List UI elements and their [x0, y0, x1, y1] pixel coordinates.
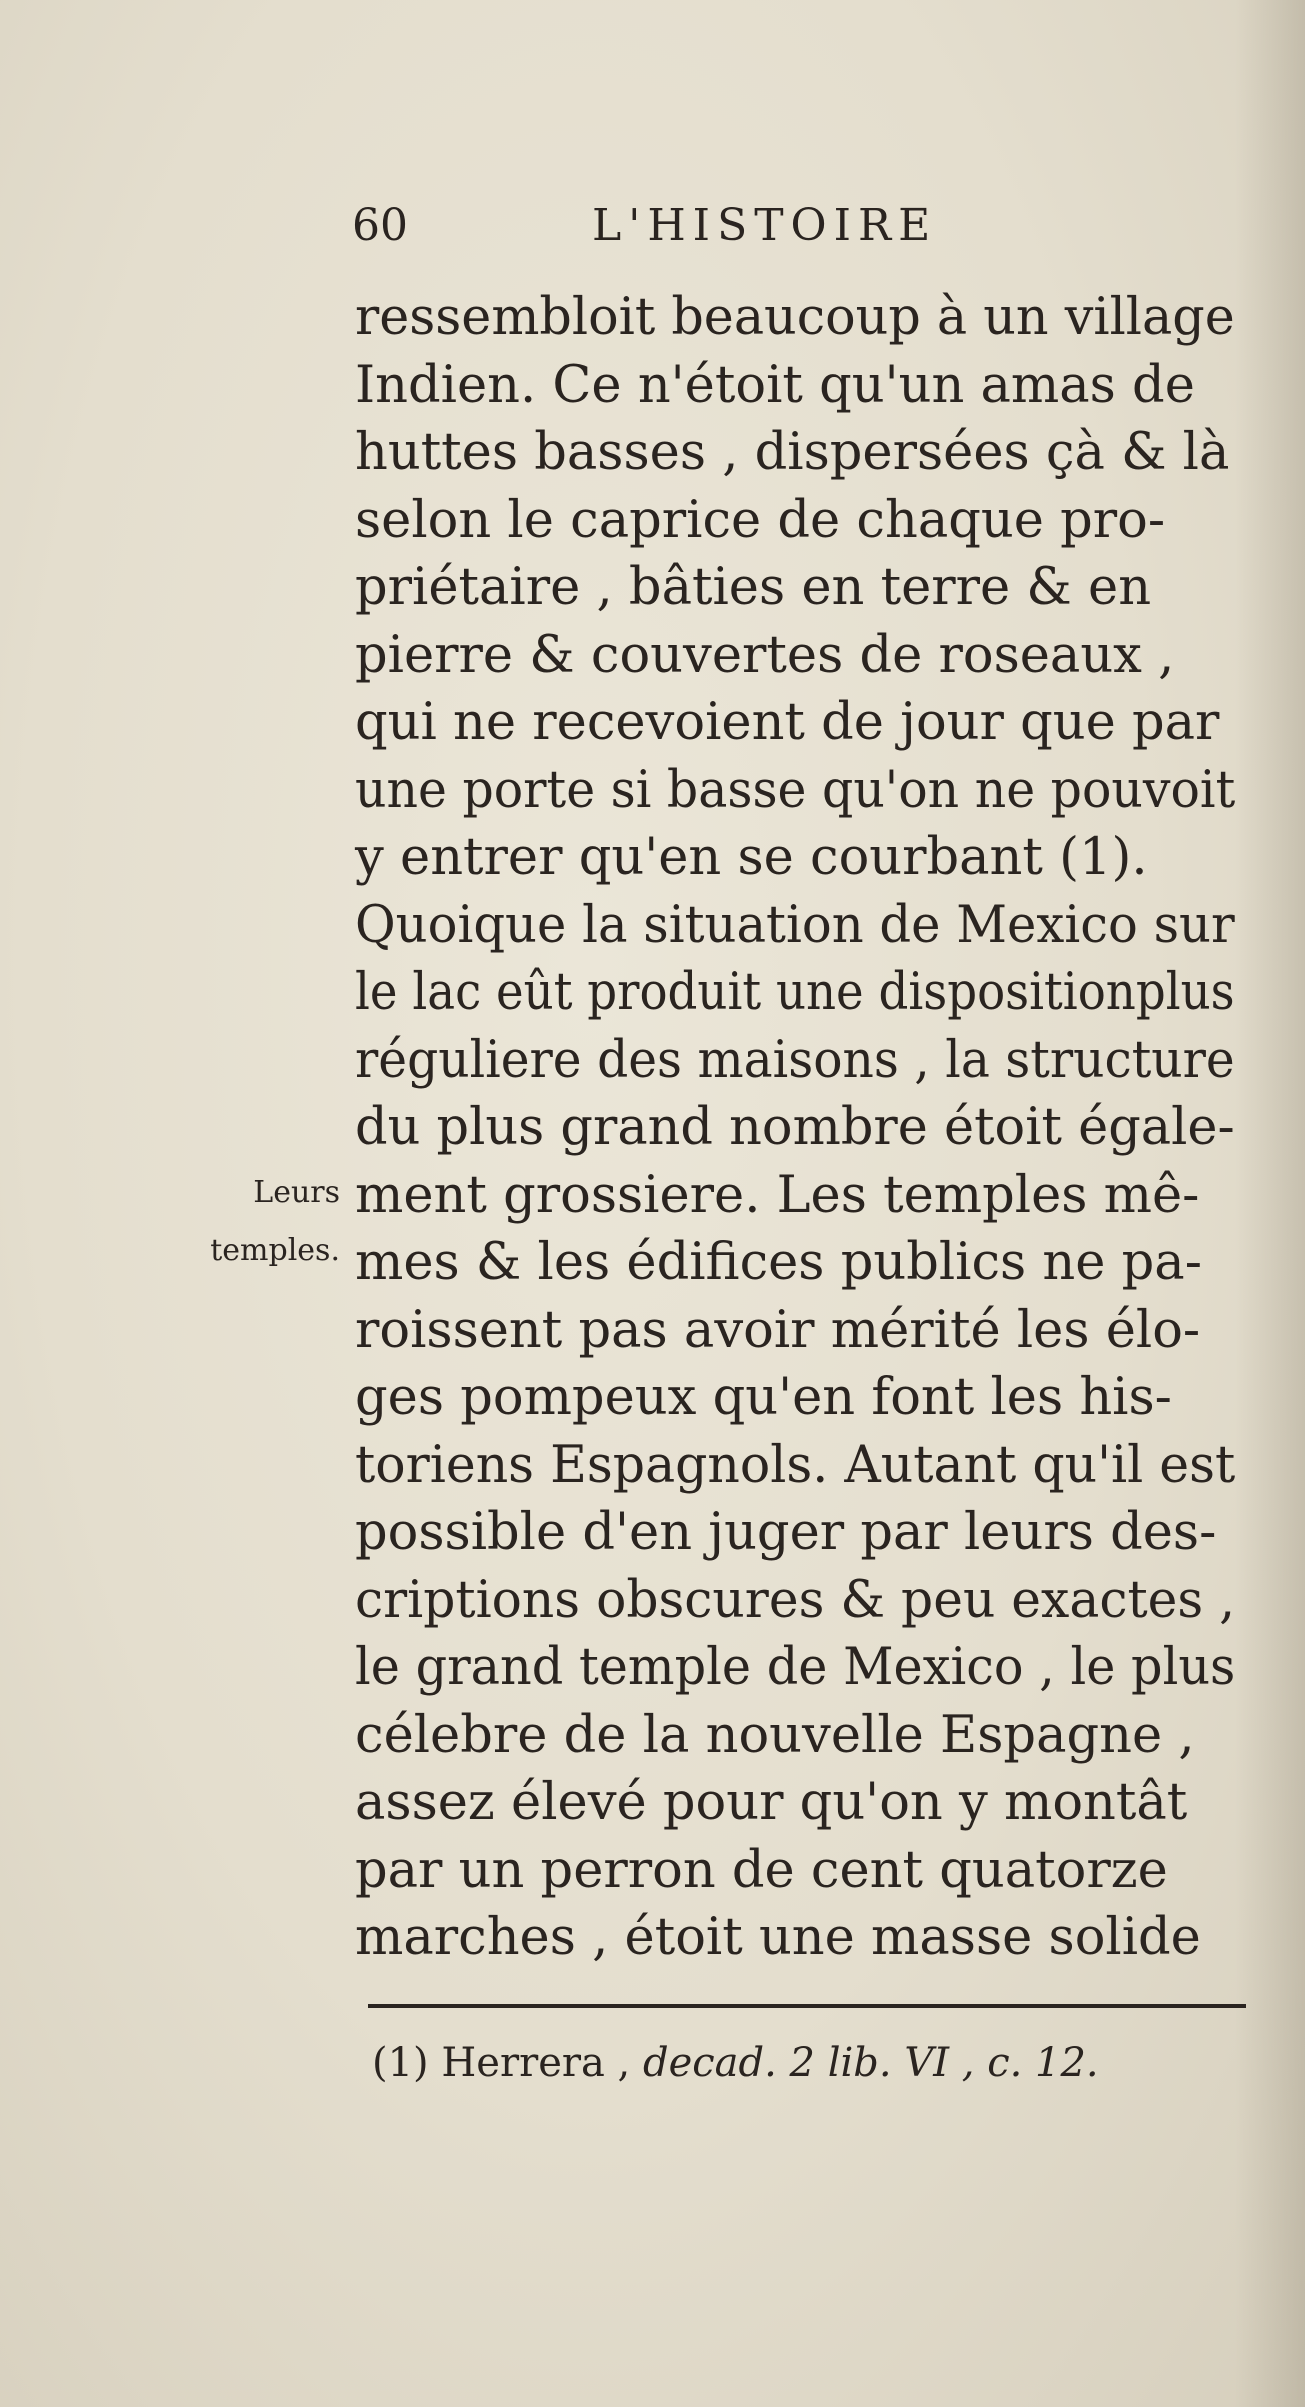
footnote-marker: (1) [372, 2040, 429, 2086]
text-line: marches , étoit une masse solide [355, 1908, 1201, 1967]
text-line: célebre de la nouvelle Espagne , [355, 1705, 1195, 1765]
text-line: Indien. Ce n'étoit qu'un amas de [355, 355, 1195, 415]
text-line: ges pompeux qu'en font les his- [355, 1368, 1172, 1427]
text-line: qui ne recevoient de jour que par [355, 693, 1220, 752]
page-header [352, 200, 1032, 270]
margin-note [130, 1164, 340, 1280]
footnote [372, 2040, 1272, 2086]
text-line: huttes basses , dispersées çà & là [355, 423, 1230, 482]
text-line: priétaire , bâties en terre & en [355, 558, 1152, 617]
footnote-rule [368, 2004, 1246, 2008]
running-title: L'HISTOIRE [592, 200, 938, 251]
text-line: du plus grand nombre étoit égale- [355, 1098, 1235, 1157]
text-line: selon le caprice de chaque pro- [355, 490, 1166, 550]
text-line: y entrer qu'en se courbant (1). [355, 828, 1148, 887]
body-text [355, 284, 1285, 1972]
text-line: assez élevé pour qu'on y montât [355, 1773, 1188, 1832]
text-line: possible d'en juger par leurs des- [355, 1503, 1217, 1562]
text-line: le lac eût produit une dispositionplus [355, 963, 1235, 1022]
text-line: réguliere des maisons , la structure [355, 1030, 1235, 1090]
text-line: le grand temple de Mexico , le plus [355, 1638, 1236, 1697]
page-number: 60 [352, 200, 408, 251]
text-line: toriens Espagnols. Autant qu'il est [355, 1435, 1236, 1495]
margin-note-line: Leurs [253, 1175, 340, 1210]
text-line: une porte si basse qu'on ne pouvoit [355, 760, 1236, 820]
text-line: par un perron de cent quatorze [355, 1840, 1168, 1900]
text-line: mes & les édifices publics ne pa- [355, 1233, 1202, 1292]
text-line: Quoique la situation de Mexico sur [355, 895, 1235, 955]
footnote-book: lib. VI , [827, 2040, 975, 2086]
footnote-chapter: c. 12. [987, 2040, 1099, 2086]
text-line: pierre & couvertes de roseaux , [355, 625, 1175, 685]
margin-note-line: temples. [210, 1233, 340, 1268]
text-line: ment grossiere. Les temples mê- [355, 1165, 1200, 1225]
text-line: ressembloit beaucoup à un village [355, 288, 1235, 347]
text-line: roissent pas avoir mérité les élo- [355, 1300, 1201, 1360]
footnote-decade: decad. 2 [642, 2040, 815, 2086]
text-line: criptions obscures & peu exactes , [355, 1570, 1236, 1630]
footnote-author: Herrera , [441, 2040, 631, 2086]
